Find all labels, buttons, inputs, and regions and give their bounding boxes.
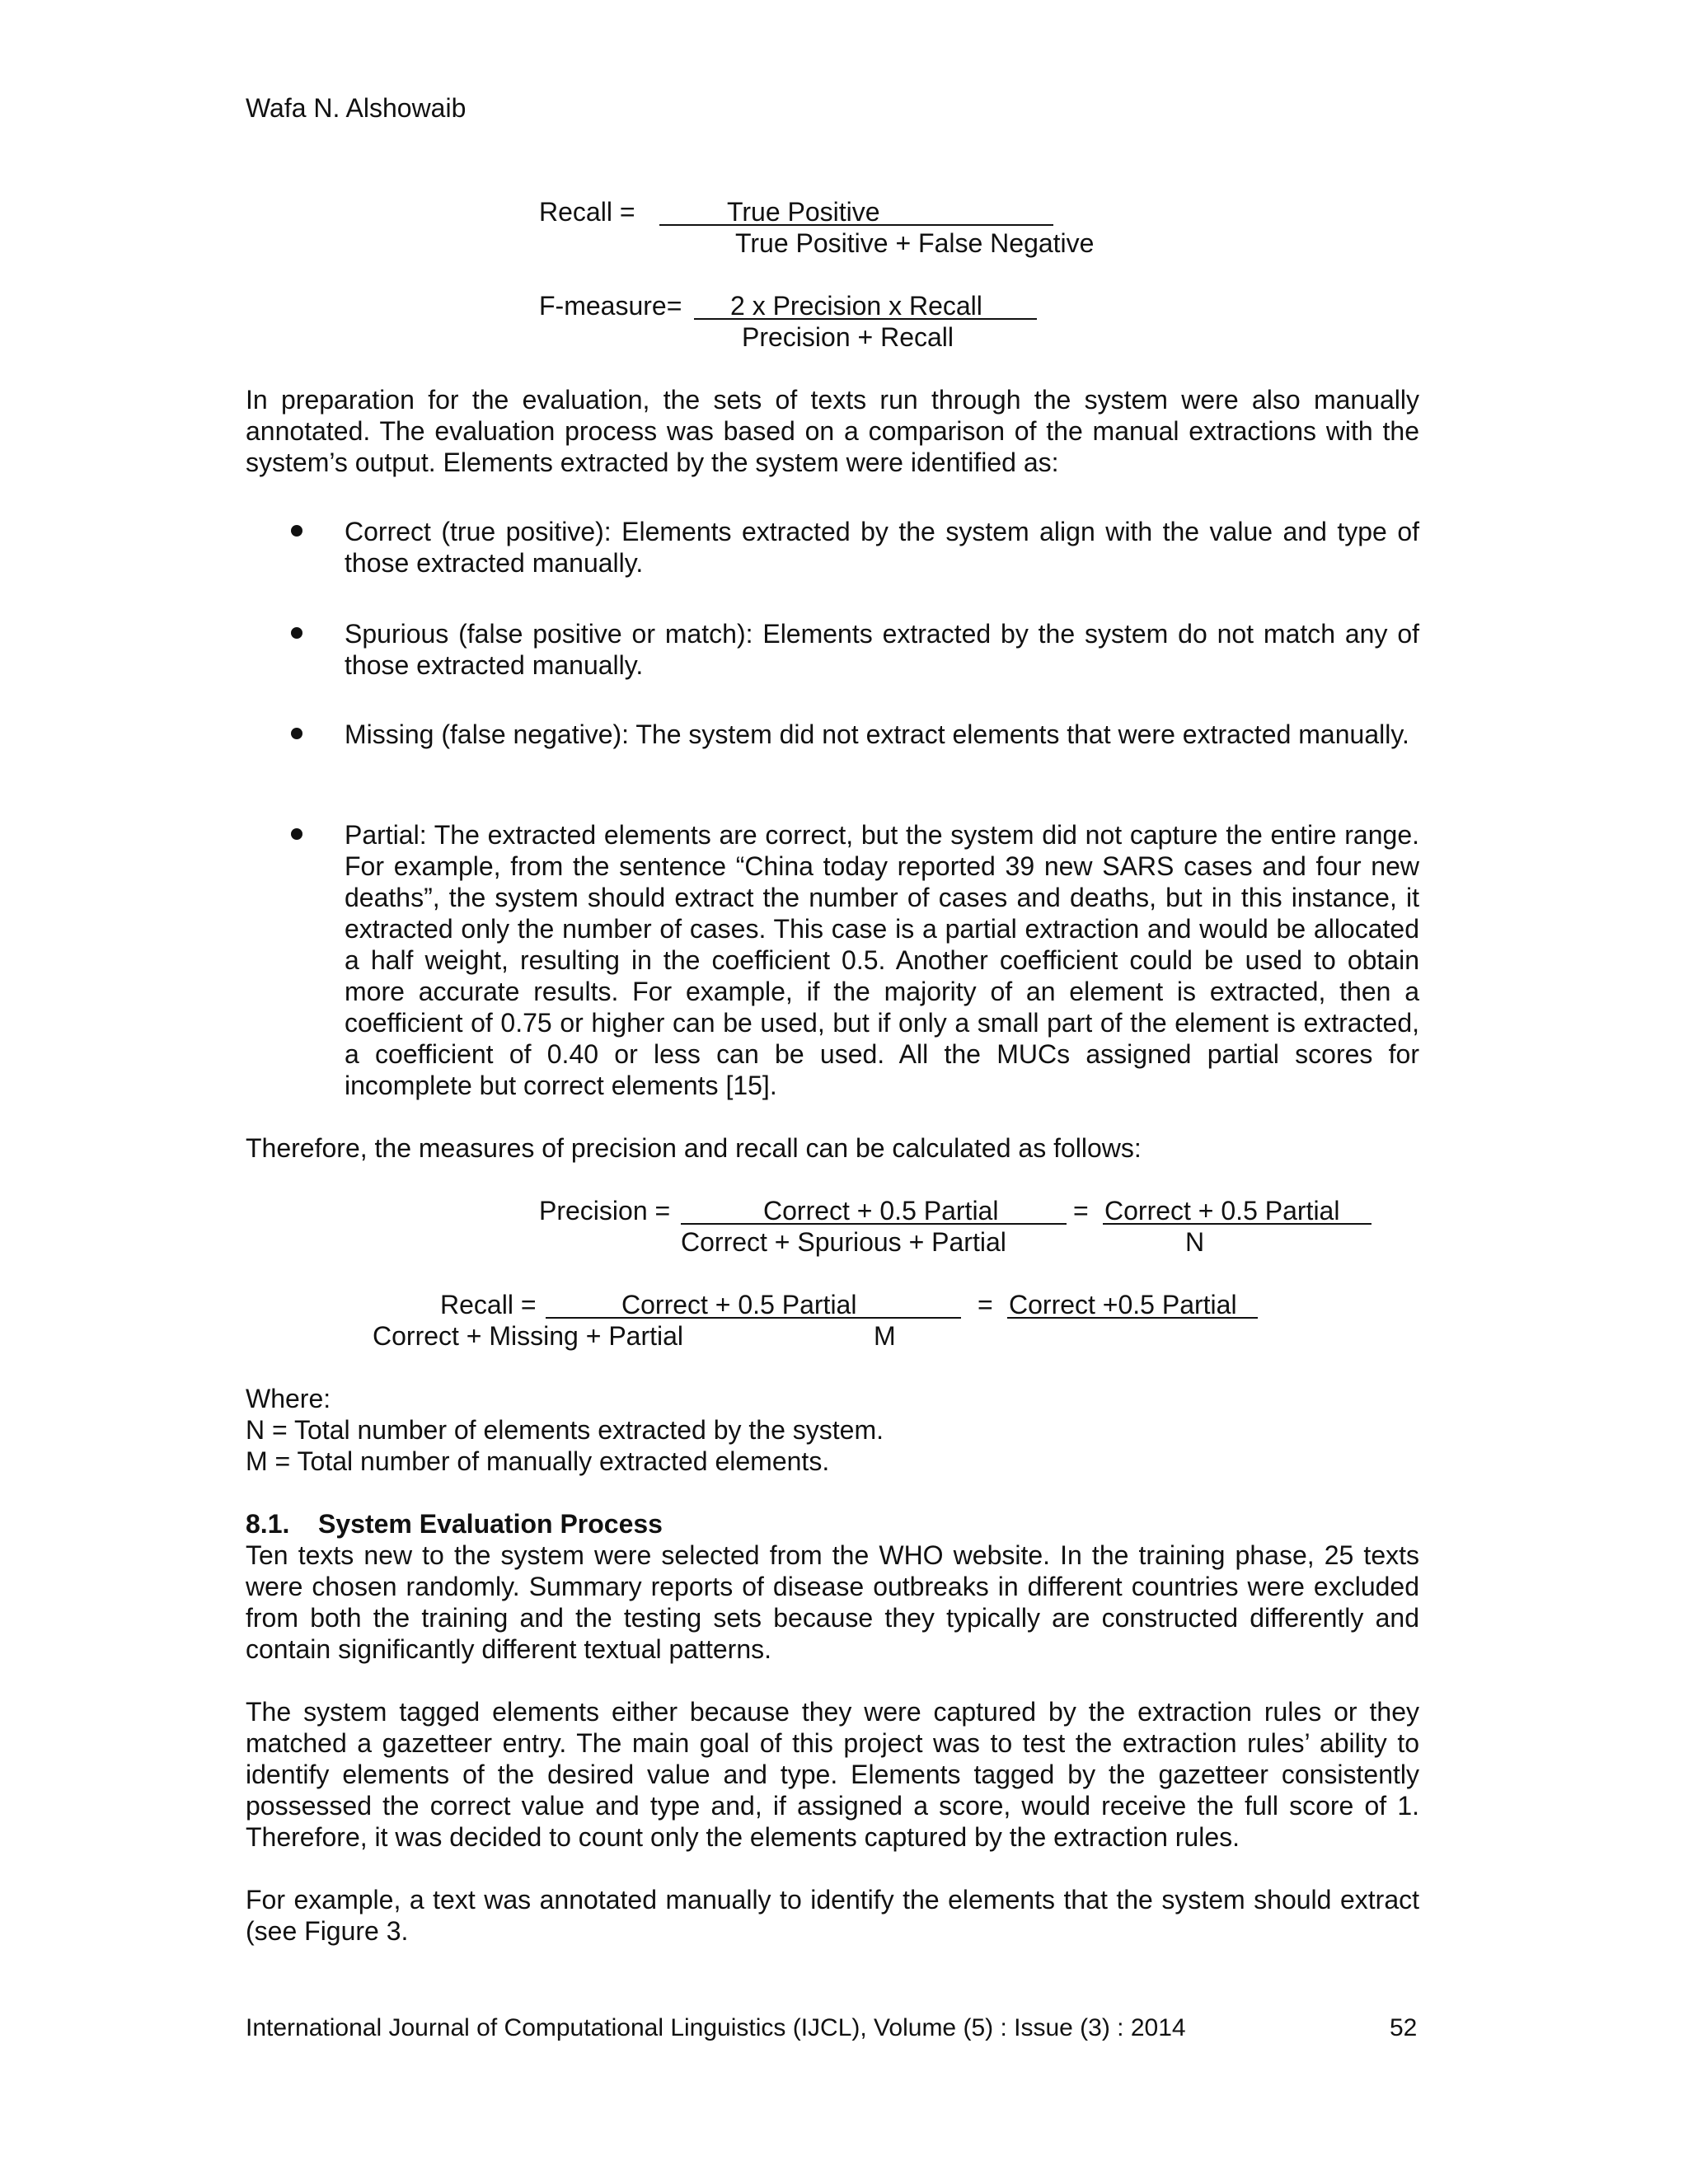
where-label: Where: — [246, 1384, 331, 1413]
formula-numerator: Correct + 0.5 Partial — [763, 1196, 999, 1226]
body-paragraph: Ten texts new to the system were selected from the WHO website. In the training phase, 25 texts were chosen randomly. Summary reports of disease outbreaks in different countries were excluded from both the training and the testing sets because they typically are constructed differently and contain significantly different textual patterns. — [246, 1540, 1419, 1664]
formula-equals: = — [1073, 1196, 1089, 1226]
bullet-icon — [291, 627, 302, 639]
bullet-item-missing: Missing (false negative): The system did not extract elements that were extracted manually. — [345, 719, 1409, 749]
definition-n: N = Total number of elements extracted by the system. — [246, 1415, 884, 1445]
formula-numerator: 2 x Precision x Recall — [730, 291, 982, 321]
formula-denominator: Precision + Recall — [742, 322, 954, 352]
body-paragraph: The system tagged elements either because they were captured by the extraction rules or they matched a gazetteer entry. The main goal of this project was to test the extraction rules’ ability to identify elements of the desired value and type. Elements tagged by the gazetteer consistently possessed the correct value and type and, if assigned a score, would receive the full score of 1. Therefore, it was decided to count only the elements captured by the extraction rules. — [246, 1697, 1419, 1852]
formula-label: Recall = — [440, 1290, 537, 1319]
bullet-icon — [291, 728, 302, 739]
formula-numerator: Correct + 0.5 Partial — [621, 1290, 857, 1319]
formula-denominator: True Positive + False Negative — [735, 228, 1095, 258]
formula-denominator: Correct + Spurious + Partial — [681, 1227, 1006, 1257]
definition-m: M = Total number of manually extracted elements. — [246, 1446, 830, 1476]
section-number: 8.1. — [246, 1509, 290, 1539]
formula-denominator: Correct + Missing + Partial — [373, 1321, 684, 1351]
bullet-item-spurious: Spurious (false positive or match): Elements extracted by the system do not match any of those extracted manually. — [345, 619, 1419, 680]
body-paragraph: For example, a text was annotated manually to identify the elements that the system should extract (see Figure 3. — [246, 1885, 1419, 1946]
bullet-item-correct: Correct (true positive): Elements extracted by the system align with the value and type of those extracted manually. — [345, 517, 1419, 578]
footer-journal: International Journal of Computational Linguistics (IJCL), Volume (5) : Issue (3) : 2014 — [246, 2014, 1186, 2041]
body-paragraph: In preparation for the evaluation, the sets of texts run through the system were also manually annotated. The evaluation process was based on a comparison of the manual extractions with the system’s output. Elements extracted by the system were identified as: — [246, 385, 1419, 477]
formula-label: Recall = — [539, 197, 635, 227]
bullet-icon — [291, 828, 302, 840]
formula-label: F-measure= — [539, 291, 682, 321]
section-title: System Evaluation Process — [318, 1509, 663, 1539]
formula-denominator: M — [874, 1321, 896, 1351]
footer-page-number: 52 — [1390, 2014, 1418, 2041]
formula-equals: = — [978, 1290, 993, 1319]
body-paragraph: Therefore, the measures of precision and recall can be calculated as follows: — [246, 1133, 1142, 1163]
formula-label: Precision = — [539, 1196, 671, 1226]
formula-numerator: Correct + 0.5 Partial — [1104, 1196, 1340, 1226]
formula-numerator: Correct +0.5 Partial — [1009, 1290, 1237, 1319]
formula-denominator: N — [1185, 1227, 1205, 1257]
formula-numerator: True Positive — [727, 197, 880, 227]
bullet-item-partial: Partial: The extracted elements are correct, but the system did not capture the entire range. For example, from the sentence “China today reported 39 new SARS cases and four new deaths”, the system should extract the number of cases and deaths, but in this instance, it extracted only the number of cases. This case is a partial extraction and would be allocated a half weight, resulting in the coefficient 0.5. Another coefficient could be used to obtain more accurate results. For example, if the majority of an element is extracted, then a coefficient of 0.75 or higher can be used, but if only a small part of the element is extracted, a coefficient of 0.40 or less can be used. All the MUCs assigned partial scores for incomplete but correct elements [15]. — [345, 820, 1419, 1100]
bullet-icon — [291, 525, 302, 537]
running-header-author: Wafa N. Alshowaib — [246, 93, 467, 123]
